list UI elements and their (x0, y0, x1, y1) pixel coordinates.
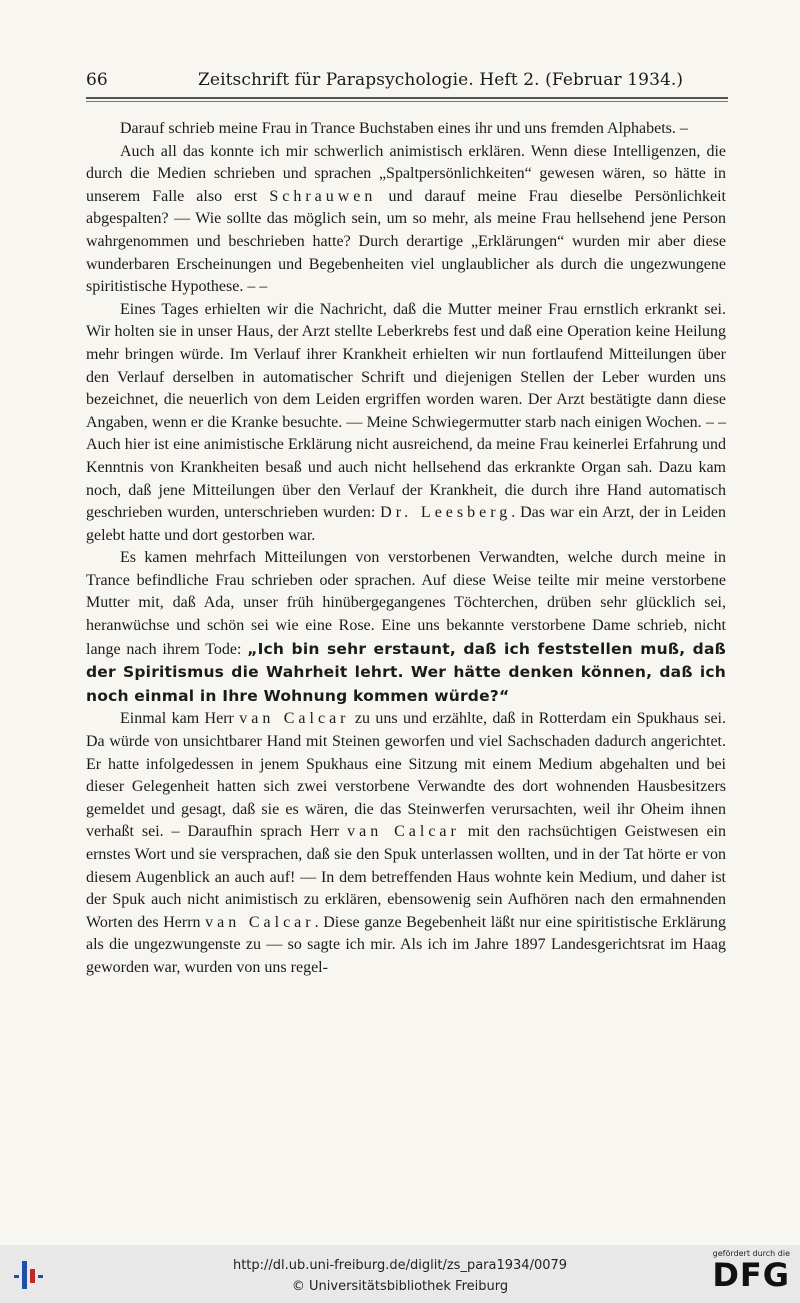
body-text (86, 118, 726, 980)
dfg-logo-text: DFG (712, 1256, 790, 1294)
name-van-calcar: van Calcar (347, 823, 460, 841)
paragraph-4: Es kamen mehrfach Mitteilungen von verstorbenen Verwandten, welche durch meine in Trance befindliche Frau schrieben oder sprachen. Auf diese Weise teilte mir meine verstorbene Mutter mit, daß Ada, unser früh hinübergegangenes Töchterchen, drüben sehr glücklich sei, heranwüchse und schön sei wie eine Rose. Eine uns bekannte verstorbene Dame schrieb, nicht lange nach ihrem Tode: „Ich bin sehr erstaunt, daß ich feststellen muß, daß der Spiritismus die Wahrheit lehrt. Wer hätte denken können, daß ich noch einmal in Ihre Wohnung kommen würde?“ (86, 549, 726, 705)
dfg-funded-label: gefördert durch die (712, 1249, 790, 1258)
copyright-notice: © Universitätsbibliothek Freiburg (291, 1279, 509, 1294)
running-head: Zeitschrift für Parapsychologie. Heft 2. (Februar 1934.) (198, 70, 684, 90)
quote-bold: „Ich bin sehr erstaunt, daß ich feststellen muß, daß der Spiritismus die Wahrheit lehrt. Wer hätte denken können, daß ich noch einmal in Ihre Wohnung kommen würde?“ (86, 639, 726, 705)
paragraph-2: Auch all das konnte ich mir schwerlich animistisch erklären. Wenn diese Intelligenzen, die durch die Medien schrieben und sprachen „Spaltpersönlichkeiten“ gewesen wären, so hätte in unserem Falle also erst Schrauwen und darauf meine Frau dieselbe Persönlichkeit abgespalten? — Wie sollte das möglich sein, um so mehr, als meine Frau hellsehend jene Person wahrgenommen und beschrieben hatte? Durch derartige „Erklärungen“ wurden mir aber diese wunderbaren Erscheinungen und Begebenheiten viel unglaublicher als durch die ungezwungene spiritistische Hypothese. – – (86, 142, 726, 296)
paragraph-1: Darauf schrieb meine Frau in Trance Buchstaben eines ihr und uns fremden Alphabets. – (120, 120, 688, 137)
name-schrauwen: Schrauwen (269, 187, 377, 205)
name-van-calcar: van Calcar (239, 710, 350, 728)
footer-bar (0, 1245, 800, 1303)
page-number: 66 (86, 70, 108, 90)
name-van-calcar: van Calcar (205, 913, 315, 931)
permalink-url[interactable]: http://dl.ub.uni-freiburg.de/diglit/zs_para1934/0079 (232, 1258, 568, 1273)
paragraph-5: Einmal kam Herr van Calcar zu uns und erzählte, daß in Rotterdam ein Spukhaus sei. Da würde von unsichtbarer Hand mit Steinen geworfen und viel Sachschaden dadurch angerichtet. Er hatte infolgedessen in jenem Spukhaus eine Sitzung mit einem Medium abgehalten und bei dieser Gelegenheit hatten sich zwei verstorbene Verwandte des dort wohnenden Hausbesitzers gemeldet und gesagt, daß sie es wären, die das Steinwerfen verursachten, weil ihr Oheim ihnen verhaßt sei. – Daraufhin sprach Herr van Calcar mit den rachsüchtigen Geistwesen ein ernstes Wort und sie versprachen, daß sie den Spuk unterlassen wollten, und in der Tat hörte er von diesem Augenblick an auch auf! — In dem betreffenden Haus wohnte kein Medium, und daher ist der Spuk auch nicht animistisch zu erklären, ebensowenig sein Aufhören nach den ermahnenden Worten des Herrn van Calcar. Diese ganze Begebenheit läßt nur eine spiritistische Erklärung als die ungezwungenste zu — so sagte ich mir. Als ich im Jahre 1897 Landesgerichtsrat im Haag geworden war, wurden von uns regel- (86, 710, 726, 976)
page-header (86, 68, 728, 98)
paragraph-3: Eines Tages erhielten wir die Nachricht, daß die Mutter meiner Frau ernstlich erkrankt sei. Wir holten sie in unser Haus, der Arzt stellte Leberkrebs fest und daß eine Operation keine Heilung mehr bringen würde. Im Verlauf ihrer Krankheit erhielten wir nun fortlaufend Mitteilungen über den Verlauf derselben in automatischer Schrift und diejenigen Stellen der Leber wurden uns bezeichnet, die neuerlich von dem Leiden ergriffen worden waren. Der Arzt bestätigte dann diese Angaben, wenn er die Kranke besuchte. — Meine Schwiegermutter starb nach einigen Wochen. – – Auch hier ist eine animistische Erklärung nicht ausreichend, da meine Frau keinerlei Erfahrung und Kenntnis von Krankheiten besaß und auch nicht hellsehend das erkrankte Organ sah. Dazu kam noch, daß jene Mitteilungen über den Verlauf der Krankheit, die durch ihre Hand automatisch geschrieben wurden, unterschrieben wurden: Dr. Leesberg. Das war ein Arzt, der in Leiden gelebt hatte und dort gestorben war. (86, 300, 727, 544)
header-rule (86, 97, 728, 102)
name-leesberg: Dr. Leesberg (380, 504, 512, 522)
dfg-logo (700, 1249, 790, 1299)
